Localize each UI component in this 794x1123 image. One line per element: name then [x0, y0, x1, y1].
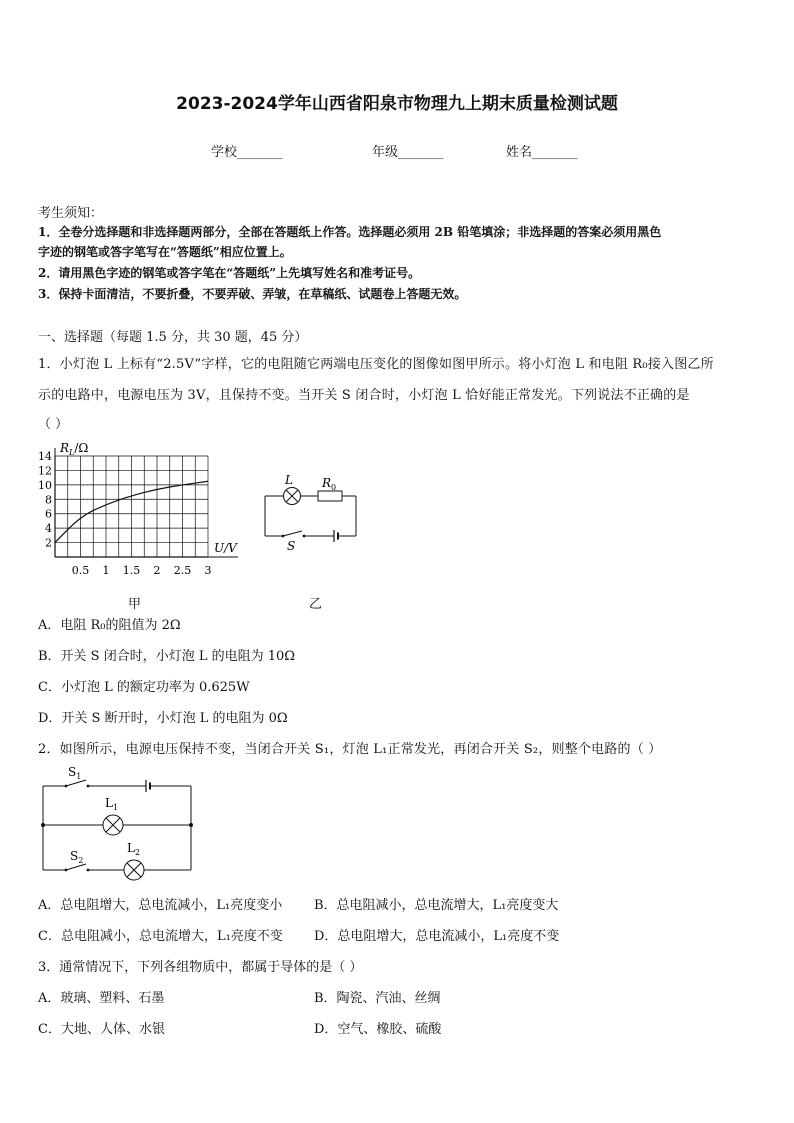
- notice-item-3: 3．保持卡面清洁，不要折叠，不要弄破、弄皱，在草稿纸、试题卷上答题无效。: [38, 287, 467, 301]
- q1-line2: 示的电路中，电源电压为 3V，且保持不变。当开关 S 闭合时，小灯泡 L 恰好能正常发光。下列说法不正确的是: [38, 388, 690, 403]
- x-tick-label: 1: [102, 564, 110, 577]
- notice-item-2: 2．请用黑色字迹的钢笔或答字笔在“答题纸”上先填写姓名和准考证号。: [38, 266, 421, 280]
- q1-circuit: [258, 470, 368, 550]
- q3-option-d: D．空气、橡胶、硫酸: [314, 1022, 442, 1037]
- q3-option-a: A．玻璃、塑料、石墨: [38, 991, 165, 1006]
- graph-grid: [55, 448, 238, 557]
- switch-label: S: [287, 539, 296, 550]
- y-tick-label: 8: [45, 493, 52, 507]
- fig-jia-caption: 甲: [128, 597, 142, 612]
- section-heading: 一、选择题（每题 1.5 分，共 30 题，45 分）: [38, 330, 308, 345]
- q1-option-b: B．开关 S 闭合时，小灯泡 L 的电阻为 10Ω: [38, 649, 296, 664]
- q1-option-d: D．开关 S 断开时，小灯泡 L 的电阻为 0Ω: [38, 711, 288, 726]
- y-tick-label: 10: [38, 478, 52, 492]
- x-tick-label: 2: [153, 564, 161, 577]
- graph-ylabel: $R_L/\Omega$: [60, 441, 89, 457]
- switch-icon: [283, 531, 302, 536]
- q3-option-b: B．陶瓷、汽油、丝绸: [314, 991, 441, 1006]
- s1-label: $S_1$: [68, 765, 82, 781]
- q2-option-b: B．总电阻减小，总电流增大，L₁亮度变大: [314, 898, 559, 913]
- q2-line1: 2．如图所示，电源电压保持不变，当闭合开关 S₁，灯泡 L₁正常发光，再闭合开关 S₂，则整个电路的（ ）: [38, 742, 662, 757]
- q1-line3: （ ）: [38, 417, 69, 432]
- y-tick-label: 12: [38, 464, 52, 478]
- q2-option-a: A．总电阻增大，总电流减小，L₁亮度变小: [38, 898, 283, 913]
- school-field: 学校_______: [211, 145, 283, 160]
- y-tick-label: 14: [38, 450, 52, 463]
- q3-line1: 3．通常情况下，下列各组物质中，都属于导体的是（ ）: [38, 960, 363, 975]
- y-tick-label: 4: [45, 522, 52, 536]
- y-tick-label: 6: [45, 507, 52, 521]
- y-tick-label: 2: [45, 536, 52, 550]
- q2-circuit: [36, 764, 201, 884]
- x-tick-label: 0.5: [71, 564, 90, 577]
- l1-label: $L_1$: [105, 796, 119, 812]
- q2-option-c: C．总电阻减小，总电流增大，L₁亮度不变: [38, 929, 283, 944]
- q1-option-c: C．小灯泡 L 的额定功率为 0.625W: [38, 680, 250, 695]
- x-tick-label: 2.5: [173, 564, 192, 577]
- q1-line1: 1．小灯泡 L 上标有“2.5V”字样，它的电阻随它两端电压变化的图像如图甲所示。将小灯泡 L 和电阻 R₀接入图乙所: [38, 357, 714, 372]
- name-field: 姓名_______: [506, 145, 578, 160]
- resistor-icon: [318, 491, 342, 501]
- grade-field: 年级_______: [372, 145, 444, 160]
- resistor-label: $R_0$: [322, 476, 337, 492]
- fig-yi-caption: 乙: [309, 597, 323, 612]
- q1-graph: [30, 436, 260, 586]
- q1-option-a: A．电阻 R₀的阻值为 2Ω: [38, 618, 181, 633]
- q2-option-d: D．总电阻增大，总电流减小，L₁亮度不变: [314, 929, 560, 944]
- s2-label: $S_2$: [70, 849, 84, 865]
- graph-xlabel: U/V: [214, 541, 237, 555]
- q3-option-c: C．大地、人体、水银: [38, 1022, 165, 1037]
- lamp-label: L: [285, 473, 293, 487]
- notice-item-1-cont: 字迹的钢笔或答字笔写在“答题纸”相应位置上。: [38, 245, 292, 259]
- notice-heading: 考生须知：: [38, 206, 104, 221]
- x-tick-label: 1.5: [122, 564, 141, 577]
- notice-item-1: 1．全卷分选择题和非选择题两部分，全部在答题纸上作答。选择题必须用 2B 铅笔填涂；非选择题的答案必须用黑色: [38, 225, 662, 239]
- page-title: 2023-2024学年山西省阳泉市物理九上期末质量检测试题: [176, 94, 618, 114]
- l2-label: $L_2$: [127, 841, 141, 857]
- x-tick-label: 3: [204, 564, 212, 577]
